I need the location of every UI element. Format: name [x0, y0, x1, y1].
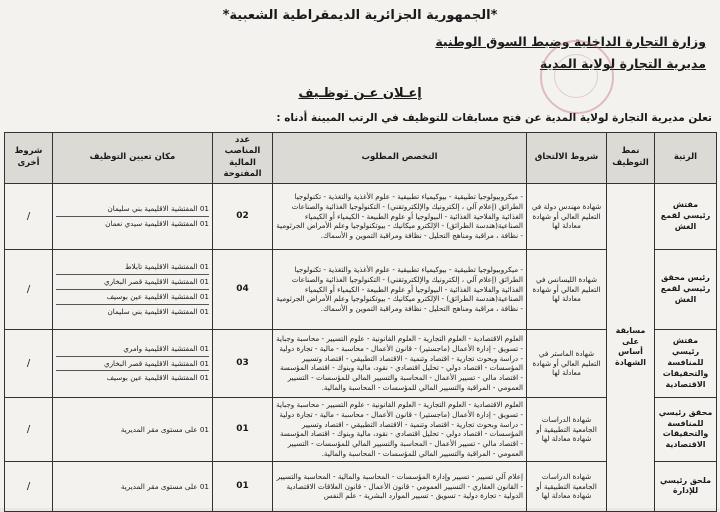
col-other: شروط أخرى [5, 133, 53, 184]
rank-cell: مفتش رئيسي للمنافسة والتحقيقات الاقتصادية [655, 329, 717, 397]
location-item: 01 المفتشية الاقليمية تابلاط [56, 260, 209, 275]
count-cell: 02 [213, 183, 273, 249]
official-stamp [540, 40, 614, 114]
specialty-cell: إعلام آلي تسيير - تسيير وإدارة المؤسسات - المحاسبة والمالية - المحاسبة والتسيير - القانون العقاري - التسيير العمومي - قانون الأعمال - قانون العلاقات الاقتصادية الدولية - تجارة دولية - تسويق - تسيير الموارد البشرية - علم النفس [273, 461, 527, 511]
location-cell [53, 183, 213, 249]
condition-cell: شهادة الدراسات الجامعية التطبيقية أو شهادة معادلة لها [527, 461, 607, 511]
announcement-title: إعـلان عـن توظـيف [298, 86, 422, 101]
col-condition: شروط الالتحاق [527, 133, 607, 184]
other-cell: / [5, 397, 53, 461]
location-item: 01 المفتشية الاقليمية عين بوسيف [106, 373, 209, 383]
rank-cell: مفتش رئيسي لقمع الغش [655, 183, 717, 249]
col-location: مكان تعيين التوظيف [53, 133, 213, 184]
republic-header: *الجمهورية الجزائرية الديمقراطية الشعبية* [222, 8, 498, 23]
location-item: 01 المفتشية الاقليمية سيدي نعمان [105, 218, 209, 228]
location-cell [53, 461, 213, 511]
location-item: 01 المفتشية الاقليمية بني سليمان [56, 202, 209, 217]
rank-cell: محقق رئيسي للمنافسة والتحقيقات الاقتصادية [655, 397, 717, 461]
col-specialty: التخصص المطلوب [273, 133, 527, 184]
location-cell [53, 397, 213, 461]
condition-cell: شهادة الليسانس في التعليم العالي أو شهادة معادلة لها [527, 249, 607, 329]
announcement-intro: تعلن مديرية التجارة لولاية المدية عن فتح مسابقات للتوظيف في الرتب المبينة أدناه : [276, 112, 712, 124]
count-cell: 04 [213, 249, 273, 329]
other-cell: / [5, 249, 53, 329]
count-cell: 01 [213, 397, 273, 461]
specialty-cell: - ميكروبيولوجيا تطبيقية - بيوكيمياء تطبيقية - علوم الأغذية والتغذية - تكنولوجيا الطرائق (إعلام آلي ، إلكترونيك والإلكتروتقني) - التكنولوجيا الغذائية والصناعات الغذائية والفلاحية الغذائية - البيولوجيا أو علوم الطبيعة - الكيمياء أو الكيمياء الصناعية(هندسة الطرائق) - الإلكترو ميكانيك - بيوتكنولوجيا وعلم الأمراض الجرثومية - نظافة ، مراقبة ومناهج التحليل - نظافة ومراقبة التموين و الأسماك. [273, 183, 527, 249]
other-cell: / [5, 183, 53, 249]
rank-cell: رئيس محقق رئيسي لقمع الغش [655, 249, 717, 329]
condition-cell: شهادة مهندس دولة في التعليم العالي أو شهادة معادلة لها [527, 183, 607, 249]
count-cell: 03 [213, 329, 273, 397]
table-row [5, 183, 717, 249]
rank-cell: ملحق رئيسي للإدارة [655, 461, 717, 511]
other-cell: / [5, 329, 53, 397]
col-mode: نمط التوظيف [607, 133, 655, 184]
location-item: 01 المفتشية الاقليمية بني سليمان [107, 306, 209, 316]
specialty-cell: - ميكروبيولوجيا تطبيقية - بيوكيمياء تطبيقية - علوم الأغذية والتغذية - تكنولوجيا الطرائق (إعلام آلي ، إلكترونيك والإلكتروتقني) - التكنولوجيا الغذائية والصناعات الغذائية والفلاحية الغذائية - البيولوجيا أو علوم الطبيعة - الكيمياء أو الكيمياء الصناعية(هندسة الطرائق) - الإلكترو ميكانيك - بيوتكنولوجيا وعلم الأمراض الجرثومية - نظافة ، مراقبة ومناهج التحليل - نظافة ومراقبة التموين و الأسماك. [273, 249, 527, 329]
mode-cell: مسابقة على أساس الشهادة [607, 183, 655, 511]
condition-cell: شهادة الماستر في التعليم العالي أو شهادة معادلة لها [527, 329, 607, 397]
other-cell: / [5, 461, 53, 511]
col-rank: الرتبة [655, 133, 717, 184]
specialty-cell: العلوم الاقتصادية - العلوم التجارية - العلوم القانونية - علوم التسيير - محاسبة وجباية - تسويق - إدارة الأعمال (ماجستير) - قانون الأعمال - محاسبة - مالية - تجارة دولية - دراسة وبحوث تجارية - اقتصاد وتنمية - الاقتصاد التطبيقي - اقتصاد وتسيير المؤسسات - اقتصاد دولي - تحليل اقتصادي - نقود، مالية وبنوك - اقتصاد المؤسسة - اقتصاد مالي - تسيير الأعمال - المحاسبة والتسيير المالي للمؤسسات - التسيير العمومي - المراقبة والتسيير المالي للمؤسسات - المحاسبة والمالية. [273, 329, 527, 397]
table-header-row [5, 133, 717, 184]
specialty-cell: العلوم الاقتصادية - العلوم التجارية - العلوم القانونية - علوم التسيير - محاسبة وجباية - تسويق - إدارة الأعمال (ماجستير) - قانون الأعمال - محاسبة - مالية - تجارة دولية - دراسة وبحوث تجارية - اقتصاد وتنمية - الاقتصاد التطبيقي - اقتصاد وتسيير المؤسسات - اقتصاد دولي - تحليل اقتصادي - نقود، مالية وبنوك - اقتصاد المؤسسة - اقتصاد مالي - تسيير الأعمال - المحاسبة والتسيير المالي للمؤسسات - التسيير العمومي - المراقبة والتسيير المالي للمؤسسات - المحاسبة والمالية. [273, 397, 527, 461]
location-item: 01 على مستوى مقر المديرية [120, 424, 209, 434]
location-item: 01 المفتشية الاقليمية قصر البخاري [56, 357, 209, 372]
location-cell [53, 329, 213, 397]
col-count: عدد المناصب المالية المفتوحة [213, 133, 273, 184]
location-item: 01 المفتشية الاقليمية عين بوسيف [56, 290, 209, 305]
condition-cell: شهادة الدراسات الجامعية التطبيقية أو شهادة معادلة لها [527, 397, 607, 461]
location-item: 01 المفتشية الاقليمية قصر البخاري [56, 275, 209, 290]
recruitment-table [4, 132, 717, 512]
location-cell [53, 249, 213, 329]
directorate-name: مديرية التجارة لولاية المدية [539, 56, 706, 71]
location-item: 01 المفتشية الاقليمية وامري [56, 342, 209, 357]
location-item: 01 على مستوى مقر المديرية [120, 481, 209, 491]
ministry-name: وزارة التجارة الداخلية وضبط السوق الوطنية [435, 34, 706, 49]
count-cell: 01 [213, 461, 273, 511]
